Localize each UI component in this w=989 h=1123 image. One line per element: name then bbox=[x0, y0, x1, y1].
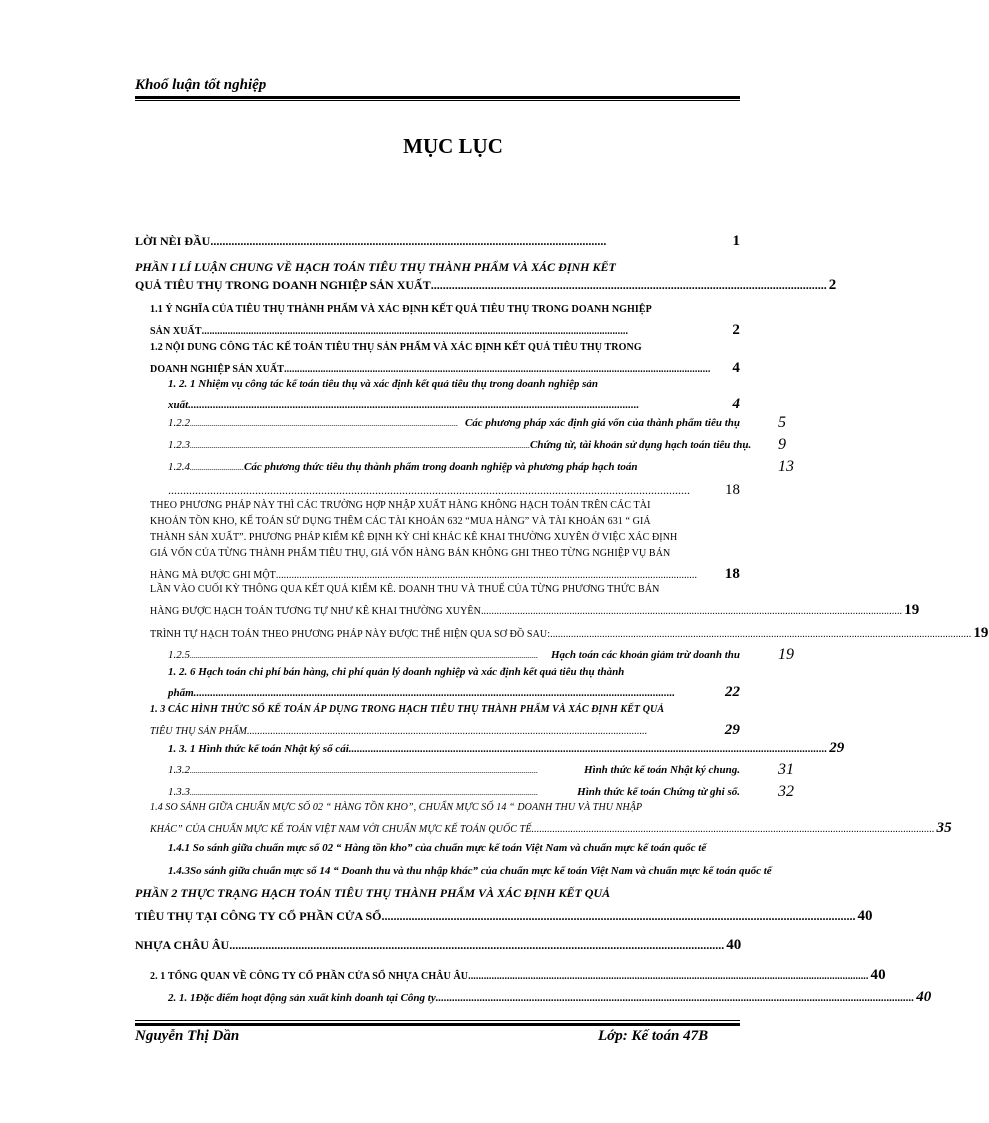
toc-page-number: 40 bbox=[916, 989, 932, 1005]
toc-entry-title: Chứng từ, tài khoản sử dụng hạch toán tiêu thụ. bbox=[530, 439, 752, 451]
toc-page-number: 32 bbox=[778, 783, 794, 800]
toc-entry: KHÁC” CỦA CHUẨN MỰC KẾ TOÁN VIỆT NAM VỚI CHUẨN MỰC KẾ TOÁN QUỐC TẾ. .......................................................................................................................................................... 35 bbox=[150, 820, 952, 836]
footer-rule-thick bbox=[135, 1023, 740, 1026]
toc-page-number: 40 bbox=[870, 967, 886, 983]
toc-page-number: 40 bbox=[726, 937, 742, 953]
footer-class: Lớp: Kế toán 47B bbox=[598, 1028, 709, 1044]
toc-entry: 1.2.2 ...................................................................................................................................... Các phương pháp xác định giá vốn của thành phẩm tiêu thụ bbox=[168, 417, 740, 429]
toc-page-number: 22 bbox=[725, 684, 740, 700]
body-line: GIÁ VỐN CỦA TỪNG THÀNH PHẨM TIÊU THỤ, GIÁ VỐN HÀNG BÁN KHÔNG GHI THEO TỪNG NGHIỆP VỤ BÁN bbox=[150, 548, 671, 559]
toc-entry: 1. 3. 1 Hình thức kế toán Nhật ký sổ cái .............................................................................................................................................................................. 29 bbox=[168, 740, 845, 756]
toc-entry: QUẢ TIÊU THỤ TRONG DOANH NGHIỆP SẢN XUẤT .................................................................................................................................... 2 bbox=[135, 277, 837, 293]
toc-entry-text: 1.2 NỘI DUNG CÔNG TÁC KẾ TOÁN TIÊU THỤ SẢN PHẨM VÀ XÁC ĐỊNH KẾT QUẢ TIÊU THỤ TRONG bbox=[150, 342, 642, 353]
toc-entry-text: TIÊU THỤ SẢN PHẨM bbox=[150, 726, 247, 737]
toc-page-number: 13 bbox=[778, 458, 794, 475]
toc-page-number: 19 bbox=[973, 625, 989, 641]
toc-entry-text: DOANH NGHIỆP SẢN XUẤT bbox=[150, 364, 285, 375]
footer-rule-thin bbox=[135, 1020, 740, 1021]
toc-entry-text: 1.4.3So sánh giữa chuẩn mực số 14 “ Doanh thu và thu nhập khác” của chuẩn mực kế toán Việt Nam và chuẩn mực kế toán quốc tế bbox=[168, 865, 772, 877]
toc-entry-number: 1.2.5 bbox=[168, 649, 190, 661]
toc-entry: SẢN XUẤT .................................................................................................................................................................... 2 bbox=[150, 322, 740, 338]
toc-page-number: 9 bbox=[778, 436, 786, 453]
toc-entry-text: NHỰA CHÂU ÂU bbox=[135, 938, 230, 952]
toc-entry: 2. 1. 1Đặc điểm hoạt động sản xuất kinh doanh tại Công ty .............................................................................................................................................................................. 40 bbox=[168, 989, 932, 1005]
toc-entry: 1.2.4 ........................... Các phương thức tiêu thụ thành phẩm trong doanh nghiệp và phương pháp hạch toán bbox=[168, 461, 638, 473]
toc-entry-text: 2. 1. 1Đặc điểm hoạt động sản xuất kinh doanh tại Công ty bbox=[168, 992, 436, 1004]
toc-entry bbox=[150, 342, 740, 353]
toc-page-number: 31 bbox=[778, 761, 794, 778]
toc-entry: 1.2.3 .......................................................................................................................................................................... Chứng từ, tài khoản sử dụng hạch toán tiêu thụ. bbox=[168, 439, 752, 451]
toc-entry: phẩm. .............................................................................................................................................................................. 22 bbox=[168, 684, 740, 700]
toc-entry: NHỰA CHÂU ÂU ..................................................................................................................................................................... 40 bbox=[135, 937, 742, 953]
toc-page-number: 2 bbox=[828, 277, 837, 293]
toc-entry-text: 1. 2. 6 Hạch toán chi phí bán hàng, chi phí quản lý doanh nghiệp và xác định kết quả tiêu thụ thành bbox=[168, 666, 625, 678]
toc-page-number: 35 bbox=[936, 820, 952, 836]
toc-entry: HÀNG MÀ ĐƯỢC GHI MỘT .................................................................................................................................................................. 18 bbox=[150, 566, 740, 582]
toc-entry-number: 1.2.3 bbox=[168, 439, 190, 451]
toc-entry-title: Hình thức kế toán Chứng từ ghi sổ. bbox=[577, 786, 740, 798]
body-line: THÀNH SẢN XUẤT”. PHƯƠNG PHÁP KIỂM KÊ ĐỊNH KỲ CHỈ KHÁC KÊ KHAI THƯỜNG XUYÊN Ở VIỆC XÁC ĐỊNH bbox=[150, 532, 678, 543]
toc-entry bbox=[168, 842, 816, 854]
footer-author: Nguyễn Thị Dần bbox=[135, 1028, 240, 1044]
toc-entry-text: xuất bbox=[168, 399, 189, 411]
toc-entry bbox=[168, 378, 740, 390]
toc-page-number: 19 bbox=[778, 646, 794, 663]
toc-entry: 1.2.5 .............................................................................................................................................................................. Hạch toán các khoản giảm trừ doanh thu bbox=[168, 649, 740, 661]
toc-entry bbox=[150, 802, 740, 813]
toc-entry-text: TRÌNH TỰ HẠCH TOÁN THEO PHƯƠNG PHÁP NÀY ĐƯỢC THỂ HIỆN QUA SƠ ĐỒ SAU: bbox=[150, 629, 551, 640]
toc-entry-text: 1. 2. 1 Nhiệm vụ công tác kế toán tiêu thụ và xác định kết quả tiêu thụ trong doanh nghiệp sản bbox=[168, 378, 598, 390]
toc-entry bbox=[168, 865, 816, 877]
toc-entry: TIÊU THỤ SẢN PHẨM .......................................................................................................................................................... 29 bbox=[150, 722, 740, 738]
toc-page-number: 29 bbox=[724, 722, 740, 738]
toc-entry: TIÊU THỤ TẠI CÔNG TY CỔ PHẦN CỬA SỔ .............................................................................................................................................................. 40 bbox=[135, 908, 873, 924]
toc-entry-text: 1.4.1 So sánh giữa chuẩn mực số 02 “ Hàng tồn kho” của chuẩn mực kế toán Việt Nam và chuẩn mực kế toán quốc tế bbox=[168, 842, 707, 854]
toc-entry-text: 2. 1 TỔNG QUAN VỀ CÔNG TY CỔ PHẦN CỬA SỔ NHỰA CHÂU ÂU bbox=[150, 971, 469, 982]
toc-entry-text: 1.4 SO SÁNH GIỮA CHUẨN MỰC SỐ 02 “ HÀNG TỒN KHO”, CHUẨN MỰC SỐ 14 “ DOANH THU VÀ THU NHẬP bbox=[150, 802, 643, 813]
toc-entry-text: 1. 3. 1 Hình thức kế toán Nhật ký sổ cái bbox=[168, 743, 349, 755]
toc-page-number: 19 bbox=[904, 602, 920, 618]
toc-entry: 2. 1 TỔNG QUAN VỀ CÔNG TY CỔ PHẦN CỬA SỔ NHỰA CHÂU ÂU .......................................................................................................................................................... 40 bbox=[150, 967, 886, 983]
toc-entry bbox=[150, 304, 740, 315]
toc-page-number: 4 bbox=[732, 396, 740, 412]
body-line: LẦN VÀO CUỐI KỲ THÔNG QUA KẾT QUẢ KIỂM KÊ. DOANH THU VÀ THUẾ CỦA TỪNG PHƯƠNG THỨC BÁN bbox=[150, 584, 660, 595]
toc-entry: xuất .................................................................................................................................................................... 4 bbox=[168, 396, 740, 412]
header-text: Khoổ luận tốt nghiệp bbox=[135, 77, 267, 93]
toc-entry-text: TIÊU THỤ TẠI CÔNG TY CỔ PHẦN CỬA SỔ bbox=[135, 909, 382, 923]
body-line: KHOẢN TỒN KHO, KẾ TOÁN SỬ DỤNG THÊM CÁC TÀI KHOẢN 632 “MUA HÀNG” VÀ TÀI KHOẢN 631 “ GIÁ bbox=[150, 516, 651, 527]
toc-entry: 1.3.3 .............................................................................................................................................................................. Hình thức kế toán Chứng từ ghi sổ. bbox=[168, 786, 740, 798]
toc-entry-text: 1. 3 CÁC HÌNH THỨC SỔ KẾ TOÁN ÁP DỤNG TRONG HẠCH TIÊU THỤ THÀNH PHẨM VÀ XÁC ĐỊNH KẾT QUẢ bbox=[150, 704, 665, 715]
toc-entry-title: Các phương pháp xác định giá vốn của thành phẩm tiêu thụ bbox=[464, 417, 740, 429]
toc-entry-title: Các phương thức tiêu thụ thành phẩm trong doanh nghiệp và phương pháp hạch toán bbox=[244, 461, 638, 473]
toc-entry-text: LỜI NÈI ĐẦU bbox=[135, 234, 211, 248]
toc-entry bbox=[135, 886, 740, 901]
toc-entry bbox=[150, 704, 740, 715]
toc-page-number: 29 bbox=[829, 740, 845, 756]
page-title: MỤC LỤC bbox=[403, 134, 503, 158]
toc-entry-number: 1.3.3 bbox=[168, 786, 190, 798]
toc-entry-number: 1.2.2 bbox=[168, 417, 190, 429]
toc-page-number: 40 bbox=[857, 908, 873, 924]
toc-entry-number: 1.3.2 bbox=[168, 764, 190, 776]
toc-entry-title: Hình thức kế toán Nhật ký chung. bbox=[583, 764, 740, 776]
toc-entry bbox=[168, 666, 740, 678]
toc-page-number: 4 bbox=[732, 360, 740, 376]
toc-entry-text: QUẢ TIÊU THỤ TRONG DOANH NGHIỆP SẢN XUẤT bbox=[135, 278, 431, 292]
toc-entry: LỜI NÈI ĐẦU .................................................................................................................................... 1 bbox=[135, 233, 740, 249]
toc-entry bbox=[135, 260, 740, 275]
toc-entry-text: PHẦN I LÍ LUẬN CHUNG VỀ HẠCH TOÁN TIÊU THỤ THÀNH PHẨM VÀ XÁC ĐỊNH KẾT bbox=[135, 260, 616, 274]
toc-entry-number: 1.2.4 bbox=[168, 461, 190, 473]
toc-page-number: 2 bbox=[732, 322, 740, 338]
toc-entry-text: KHÁC” CỦA CHUẨN MỰC KẾ TOÁN VIỆT NAM VỚI CHUẨN MỰC KẾ TOÁN QUỐC TẾ. bbox=[150, 824, 535, 835]
toc-page-number: 5 bbox=[778, 414, 786, 431]
toc-entry: DOANH NGHIỆP SẢN XUẤT .................................................................................................................................................................... 4 bbox=[150, 360, 740, 376]
toc-page-number: 18 bbox=[724, 566, 740, 582]
toc-entry-text: 1.1 Ý NGHĨA CỦA TIÊU THỤ THÀNH PHẨM VÀ XÁC ĐỊNH KẾT QUẢ TIÊU THỤ TRONG DOANH NGHIỆP bbox=[150, 304, 652, 315]
toc-entry-text: HÀNG ĐƯỢC HẠCH TOÁN TƯƠNG TỰ NHƯ KÊ KHAI THƯỜNG XUYÊN bbox=[150, 606, 481, 617]
toc-entry: HÀNG ĐƯỢC HẠCH TOÁN TƯƠNG TỰ NHƯ KÊ KHAI THƯỜNG XUYÊN .................................................................................................................................................................. 19 bbox=[150, 602, 920, 618]
toc-entry-title: Hạch toán các khoản giảm trừ doanh thu bbox=[550, 649, 740, 661]
toc-entry-text: phẩm. bbox=[168, 687, 197, 699]
toc-entry-text: PHẦN 2 THỰC TRẠNG HẠCH TOÁN TIÊU THỤ THÀNH PHẨM VÀ XÁC ĐỊNH KẾT QUẢ bbox=[135, 886, 611, 900]
toc-entry-text: HÀNG MÀ ĐƯỢC GHI MỘT bbox=[150, 570, 276, 581]
toc-entry: TRÌNH TỰ HẠCH TOÁN THEO PHƯƠNG PHÁP NÀY ĐƯỢC THỂ HIỆN QUA SƠ ĐỒ SAU: .................................................................................................................................................................. 19 bbox=[150, 625, 989, 641]
toc-page-number: 18 bbox=[725, 482, 740, 498]
toc-page-number: 1 bbox=[732, 233, 740, 249]
toc-entry-text: SẢN XUẤT bbox=[150, 326, 202, 337]
toc-entry: .............................................................................................................................................................................. 18 bbox=[168, 482, 740, 498]
toc-entry: 1.3.2 .............................................................................................................................................................................. Hình thức kế toán Nhật ký chung. bbox=[168, 764, 740, 776]
body-line: THEO PHƯƠNG PHÁP NÀY THÌ CÁC TRƯỜNG HỢP NHẬP XUẤT HÀNG KHÔNG HẠCH TOÁN TRÊN CÁC TÀI bbox=[150, 500, 651, 511]
